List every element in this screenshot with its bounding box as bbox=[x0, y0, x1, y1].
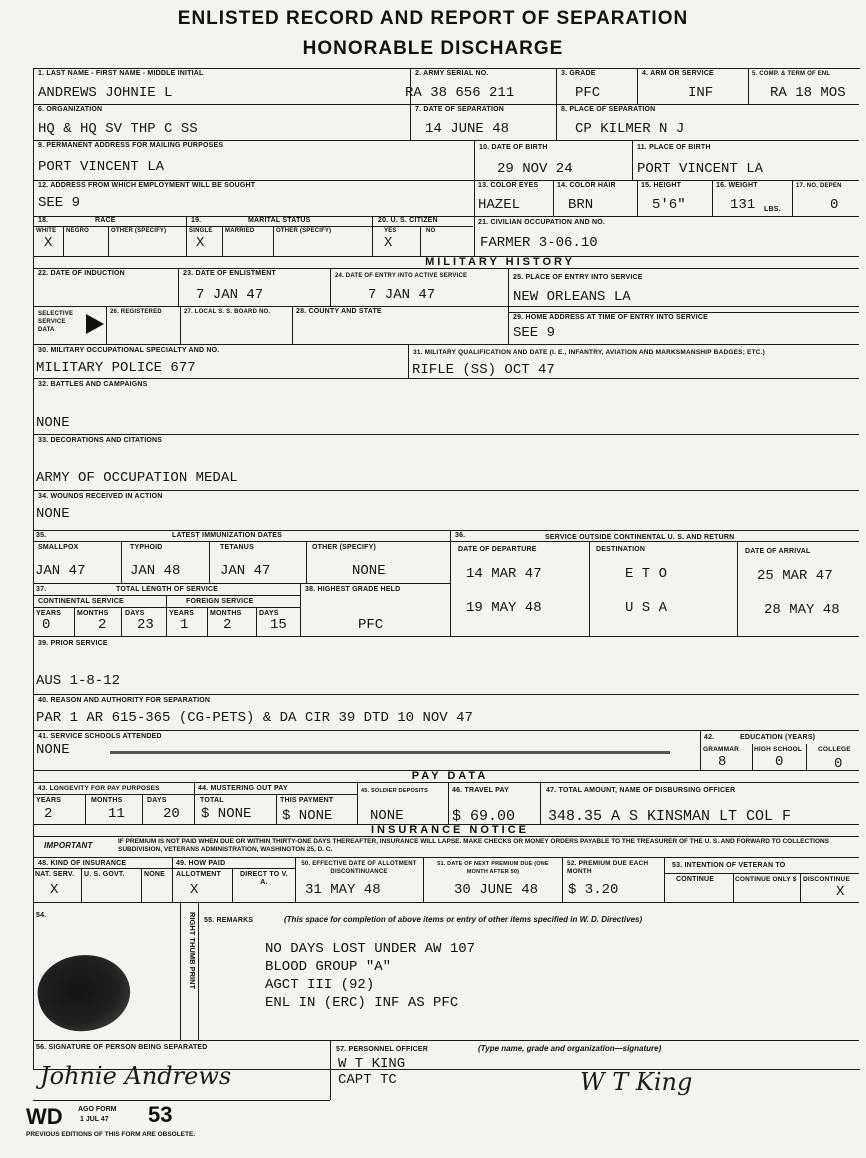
label-35: 35. bbox=[36, 532, 47, 539]
label-how-paid: 49. HOW PAID bbox=[176, 860, 226, 867]
label-organization: 6. ORGANIZATION bbox=[38, 106, 103, 113]
home-entry-value: SEE 9 bbox=[513, 325, 556, 341]
label-for-days: DAYS bbox=[259, 610, 279, 617]
label-county-state: 28. COUNTY AND STATE bbox=[296, 308, 382, 315]
label-for-months: MONTHS bbox=[210, 610, 242, 617]
label-cont-years: YEARS bbox=[36, 610, 62, 617]
label-tetanus: TETANUS bbox=[220, 544, 254, 551]
tetanus-value: JAN 47 bbox=[220, 563, 271, 579]
insurance-notice-heading: INSURANCE NOTICE bbox=[370, 824, 529, 836]
label-reason: 40. REASON AND AUTHORITY FOR SEPARATION bbox=[38, 697, 211, 704]
grade-value: PFC bbox=[575, 85, 601, 101]
label-comp: 5. COMP. & TERM OF ENL bbox=[752, 71, 831, 77]
next-due-value: 30 JUNE 48 bbox=[454, 882, 539, 898]
label-hair: 14. COLOR HAIR bbox=[557, 182, 616, 189]
label-allotment: ALLOTMENT bbox=[176, 871, 221, 878]
arm-value: INF bbox=[688, 85, 714, 101]
label-signature-separated: 56. SIGNATURE OF PERSON BEING SEPARATED bbox=[36, 1044, 208, 1051]
wounds-value: NONE bbox=[36, 506, 70, 522]
departure-1: 14 MAR 47 bbox=[466, 566, 542, 582]
label-decorations: 33. DECORATIONS AND CITATIONS bbox=[38, 437, 163, 444]
label-prior-service: 39. PRIOR SERVICE bbox=[38, 640, 108, 647]
label-place-sep: 8. PLACE OF SEPARATION bbox=[561, 106, 656, 113]
edu-college-value: 0 bbox=[834, 756, 843, 772]
label-pob: 11. PLACE OF BIRTH bbox=[637, 144, 711, 151]
serial-value: RA 38 656 211 bbox=[405, 85, 515, 101]
arrow-icon bbox=[86, 314, 104, 334]
height-value: 5'6" bbox=[652, 197, 686, 213]
label-other-race: OTHER (SPECIFY) bbox=[111, 228, 167, 234]
label-destination: DESTINATION bbox=[596, 546, 646, 553]
reason-value: PAR 1 AR 615-365 (CG-PETS) & DA CIR 39 DTD 10 NOV 47 bbox=[36, 710, 473, 726]
effective-date-value: 31 MAY 48 bbox=[305, 882, 381, 898]
organization-value: HQ & HQ SV THP C SS bbox=[38, 121, 198, 137]
typhoid-value: JAN 48 bbox=[130, 563, 181, 579]
occupation-value: FARMER 3-06.10 bbox=[480, 235, 598, 251]
label-this-payment: THIS PAYMENT bbox=[280, 797, 334, 804]
label-occupation: 21. CIVILIAN OCCUPATION AND NO. bbox=[478, 219, 606, 226]
label-education: EDUCATION (YEARS) bbox=[740, 734, 816, 741]
other-imm-value: NONE bbox=[352, 563, 386, 579]
remarks-note: (This space for completion of above items or entry of other items specified in W. D. Directives) bbox=[284, 915, 643, 924]
label-37: 37. bbox=[36, 586, 47, 593]
label-highest-grade: 38. HIGHEST GRADE HELD bbox=[305, 586, 401, 593]
label-registered: 26. REGISTERED bbox=[110, 309, 162, 315]
cont-days-value: 23 bbox=[137, 617, 154, 633]
label-battles: 32. BATTLES AND CAMPAIGNS bbox=[38, 381, 148, 388]
document-title: ENLISTED RECORD AND REPORT OF SEPARATION bbox=[177, 8, 689, 29]
label-dob: 10. DATE OF BIRTH bbox=[479, 144, 548, 151]
label-race: RACE bbox=[95, 217, 116, 224]
label-discontinue: DISCONTINUE bbox=[803, 876, 850, 883]
label-us-govt: U. S. GOVT. bbox=[84, 871, 125, 878]
battles-value: NONE bbox=[36, 415, 70, 431]
footer-previous-editions: PREVIOUS EDITIONS OF THIS FORM ARE OBSOLETE. bbox=[26, 1131, 196, 1138]
label-total-amount: 47. TOTAL AMOUNT, NAME OF DISBURSING OFFICER bbox=[546, 787, 736, 794]
marital-mark: X bbox=[196, 235, 205, 251]
label-54: 54. bbox=[36, 912, 47, 919]
officer-signature: W T King bbox=[580, 1068, 693, 1096]
label-departure: DATE OF DEPARTURE bbox=[458, 546, 537, 553]
label-single: SINGLE bbox=[189, 228, 213, 234]
weight-value: 131 bbox=[730, 197, 756, 213]
officer-name-value: W T KING bbox=[338, 1056, 406, 1072]
date-sep-value: 14 JUNE 48 bbox=[425, 121, 510, 137]
for-years-value: 1 bbox=[180, 617, 189, 633]
destination-1: E T O bbox=[625, 566, 668, 582]
for-days-value: 15 bbox=[270, 617, 287, 633]
pay-data-heading: PAY DATA bbox=[411, 770, 489, 782]
for-months-value: 2 bbox=[223, 617, 232, 633]
cont-years-value: 0 bbox=[42, 617, 51, 633]
label-typhoid: TYPHOID bbox=[130, 544, 163, 551]
label-schools: 41. SERVICE SCHOOLS ATTENDED bbox=[38, 733, 162, 740]
dob-value: 29 NOV 24 bbox=[497, 161, 573, 177]
label-qualification: 31. MILITARY QUALIFICATION AND DATE (I. E., INFANTRY, AVIATION AND MARKSMANSHIP BADGES; ETC.) bbox=[413, 349, 766, 356]
label-place-entry: 25. PLACE OF ENTRY INTO SERVICE bbox=[513, 274, 643, 281]
label-college: COLLEGE bbox=[818, 746, 851, 753]
place-sep-value: CP KILMER N J bbox=[575, 121, 685, 137]
label-cont-days: DAYS bbox=[125, 610, 145, 617]
label-long-days: DAYS bbox=[147, 797, 167, 804]
long-days-value: 20 bbox=[163, 806, 180, 822]
label-local-board: 27. LOCAL S. S. BOARD NO. bbox=[184, 309, 271, 315]
label-smallpox: SMALLPOX bbox=[38, 544, 79, 551]
name-value: ANDREWS JOHNIE L bbox=[38, 85, 173, 101]
personnel-officer-note: (Type name, grade and organization—signature) bbox=[478, 1044, 662, 1053]
employment-address-value: SEE 9 bbox=[38, 195, 81, 211]
label-enlistment: 23. DATE OF ENLISTMENT bbox=[183, 270, 276, 277]
label-citizen: 20. U. S. CITIZEN bbox=[378, 217, 438, 224]
pob-value: PORT VINCENT LA bbox=[637, 161, 764, 177]
label-name: 1. LAST NAME - FIRST NAME - MIDDLE INITIAL bbox=[38, 70, 204, 77]
right-thumb-print-label: RIGHT THUMB PRINT bbox=[188, 912, 197, 990]
label-remarks: 55. REMARKS bbox=[204, 917, 254, 924]
label-yes: YES bbox=[384, 228, 397, 234]
military-history-heading: MILITARY HISTORY bbox=[425, 256, 575, 268]
label-personnel-officer: 57. PERSONNEL OFFICER bbox=[336, 1046, 428, 1053]
decorations-value: ARMY OF OCCUPATION MEDAL bbox=[36, 470, 238, 486]
mos-value: MILITARY POLICE 677 bbox=[36, 360, 196, 376]
label-continue: CONTINUE bbox=[676, 876, 715, 883]
label-marital: MARITAL STATUS bbox=[248, 217, 311, 224]
smallpox-value: JAN 47 bbox=[35, 563, 86, 579]
total-amount-value: 348.35 A S KINSMAN LT COL F bbox=[548, 808, 792, 825]
label-grade: 3. GRADE bbox=[561, 70, 596, 77]
label-grammar: GRAMMAR bbox=[703, 746, 740, 753]
label-high-school: HIGH SCHOOL bbox=[754, 746, 803, 753]
label-weight: 16. WEIGHT bbox=[716, 182, 758, 189]
soldier-signature: Johnie Andrews bbox=[40, 1062, 232, 1090]
label-continue-only: CONTINUE ONLY $ bbox=[735, 876, 797, 883]
dependents-value: 0 bbox=[830, 197, 839, 213]
edu-grammar-value: 8 bbox=[718, 754, 727, 770]
label-next-premium: 51. DATE OF NEXT PREMIUM DUE (ONE MONTH AFTER 50) bbox=[437, 861, 549, 875]
label-other-marital: OTHER (SPECIFY) bbox=[276, 228, 332, 234]
document-subtitle: HONORABLE DISCHARGE bbox=[302, 38, 564, 59]
insurance-notice-text: IF PREMIUM IS NOT PAID WHEN DUE OR WITHIN THIRTY-ONE DAYS THEREAFTER, INSURANCE WILL LAPSE. MAKE CHECKS OR MONEY ORDERS PAYABLE TO THE TREASURER OF THE U. S. AND FORWARD TO COLLECTIONS SUBDIVISION, VETERANS ADMINISTRATION, WASHINGTON 25, D. C. bbox=[118, 838, 830, 853]
label-important: IMPORTANT bbox=[44, 841, 93, 850]
paid-allotment-mark: X bbox=[190, 882, 199, 898]
long-months-value: 11 bbox=[108, 806, 125, 822]
cont-months-value: 2 bbox=[98, 617, 107, 633]
destination-2: U S A bbox=[625, 600, 668, 616]
enlistment-value: 7 JAN 47 bbox=[196, 287, 264, 303]
qualification-value: RIFLE (SS) OCT 47 bbox=[412, 362, 555, 378]
schools-strike-line bbox=[110, 751, 670, 754]
label-other-imm: OTHER (SPECIFY) bbox=[312, 544, 377, 551]
label-kind-insurance: 48. KIND OF INSURANCE bbox=[38, 860, 127, 867]
eyes-value: HAZEL bbox=[478, 197, 521, 213]
place-entry-value: NEW ORLEANS LA bbox=[513, 289, 631, 305]
discontinue-mark: X bbox=[836, 884, 845, 900]
label-effective-date: 50. EFFECTIVE DATE OF ALLOTMENT DISCONTINUANCE bbox=[301, 861, 417, 875]
remark-line-3: AGCT III (92) bbox=[265, 977, 375, 993]
label-service-outside: SERVICE OUTSIDE CONTINENTAL U. S. AND RETURN bbox=[545, 534, 735, 541]
footer-form-number: 53 bbox=[148, 1102, 173, 1127]
remark-line-4: ENL IN (ERC) INF AS PFC bbox=[265, 995, 459, 1011]
label-42: 42. bbox=[704, 734, 715, 741]
label-long-years: YEARS bbox=[36, 797, 62, 804]
comp-value: RA 18 MOS bbox=[770, 85, 846, 101]
label-induction: 22. DATE OF INDUCTION bbox=[38, 270, 125, 277]
label-white: WHITE bbox=[36, 228, 57, 234]
label-long-months: MONTHS bbox=[91, 797, 123, 804]
lbs-label: LBS. bbox=[764, 206, 781, 213]
label-direct-va: DIRECT TO V. A. bbox=[240, 871, 288, 886]
label-continental: CONTINENTAL SERVICE bbox=[38, 598, 124, 605]
arrival-2: 28 MAY 48 bbox=[764, 602, 840, 618]
footer-form-date: 1 JUL 47 bbox=[80, 1116, 109, 1123]
race-mark: X bbox=[44, 235, 53, 251]
travel-value: $ 69.00 bbox=[452, 808, 516, 825]
deposits-value: NONE bbox=[370, 808, 404, 824]
label-wounds: 34. WOUNDS RECEIVED IN ACTION bbox=[38, 493, 163, 500]
address-value: PORT VINCENT LA bbox=[38, 159, 165, 175]
muster-this-value: $ NONE bbox=[282, 808, 333, 824]
label-nat-serv: NAT. SERV. bbox=[35, 871, 75, 878]
label-dependents: 17. NO. DEPEN bbox=[796, 183, 842, 189]
label-arm: 4. ARM OR SERVICE bbox=[642, 70, 714, 77]
hair-value: BRN bbox=[568, 197, 594, 213]
label-address: 9. PERMANENT ADDRESS FOR MAILING PURPOSES bbox=[38, 142, 224, 149]
label-muster-total: TOTAL bbox=[200, 797, 224, 804]
label-negro: NEGRO bbox=[66, 228, 90, 234]
label-immunization: LATEST IMMUNIZATION DATES bbox=[172, 532, 282, 539]
remark-line-1: NO DAYS LOST UNDER AW 107 bbox=[265, 941, 476, 957]
label-serial: 2. ARMY SERIAL NO. bbox=[415, 70, 489, 77]
label-cont-months: MONTHS bbox=[77, 610, 109, 617]
label-home-entry: 29. HOME ADDRESS AT TIME OF ENTRY INTO SERVICE bbox=[513, 314, 708, 321]
label-mustering: 44. MUSTERING OUT PAY bbox=[198, 785, 288, 792]
long-years-value: 2 bbox=[44, 806, 53, 822]
premium-value: $ 3.20 bbox=[568, 882, 619, 898]
active-value: 7 JAN 47 bbox=[368, 287, 436, 303]
label-36: 36. bbox=[455, 532, 466, 539]
citizen-mark: X bbox=[384, 235, 393, 251]
edu-hs-value: 0 bbox=[775, 754, 784, 770]
label-no: NO bbox=[426, 228, 436, 234]
ins-natserv-mark: X bbox=[50, 882, 59, 898]
label-19: 19. bbox=[191, 217, 202, 224]
label-married: MARRIED bbox=[225, 228, 255, 234]
label-foreign: FOREIGN SERVICE bbox=[186, 598, 254, 605]
footer-wd: WD bbox=[26, 1104, 63, 1129]
label-eyes: 13. COLOR EYES bbox=[478, 182, 539, 189]
label-active: 24. DATE OF ENTRY INTO ACTIVE SERVICE bbox=[335, 273, 468, 279]
label-premium: 52. PREMIUM DUE EACH MONTH bbox=[567, 860, 649, 875]
officer-grade-value: CAPT TC bbox=[338, 1072, 397, 1088]
label-intention: 53. INTENTION OF VETERAN TO bbox=[672, 862, 786, 869]
footer-ago-form: AGO FORM bbox=[78, 1106, 117, 1113]
label-travel: 46. TRAVEL PAY bbox=[452, 787, 510, 794]
label-total-length: TOTAL LENGTH OF SERVICE bbox=[116, 586, 219, 593]
label-18: 18. bbox=[38, 217, 49, 224]
prior-service-value: AUS 1-8-12 bbox=[36, 673, 121, 689]
departure-2: 19 MAY 48 bbox=[466, 600, 542, 616]
label-employment-address: 12. ADDRESS FROM WHICH EMPLOYMENT WILL BE SOUGHT bbox=[38, 182, 256, 189]
label-arrival: DATE OF ARRIVAL bbox=[745, 548, 811, 555]
remark-line-2: BLOOD GROUP "A" bbox=[265, 959, 392, 975]
muster-total-value: $ NONE bbox=[201, 806, 252, 822]
label-mos: 30. MILITARY OCCUPATIONAL SPECIALTY AND NO. bbox=[38, 347, 220, 354]
label-for-years: YEARS bbox=[169, 610, 195, 617]
label-ins-none: NONE bbox=[144, 871, 166, 878]
label-height: 15. HEIGHT bbox=[641, 182, 682, 189]
schools-value: NONE bbox=[36, 742, 70, 758]
label-selective-service: SELECTIVE SERVICE DATA bbox=[38, 311, 74, 333]
label-date-sep: 7. DATE OF SEPARATION bbox=[415, 106, 504, 113]
highest-grade-value: PFC bbox=[358, 617, 384, 633]
label-deposits: 45. SOLDIER DEPOSITS bbox=[361, 788, 428, 794]
label-longevity: 43. LONGEVITY FOR PAY PURPOSES bbox=[38, 785, 160, 792]
arrival-1: 25 MAR 47 bbox=[757, 568, 833, 584]
